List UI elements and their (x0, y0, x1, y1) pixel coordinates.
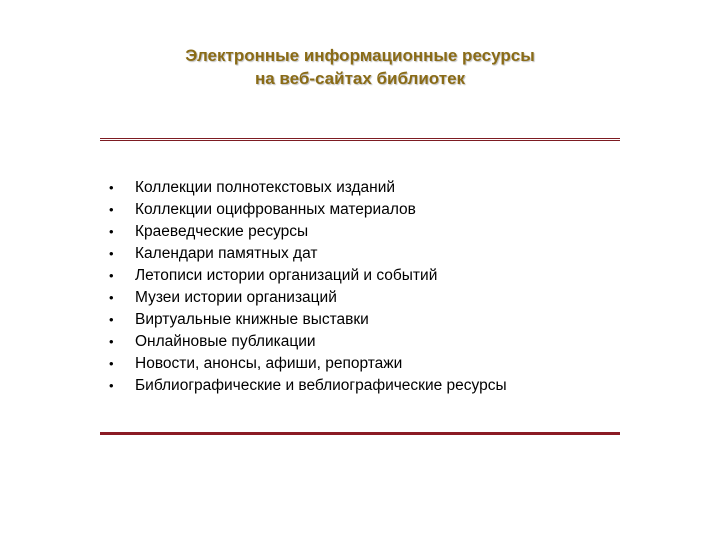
list-item (104, 375, 507, 397)
list-item-text: Виртуальные книжные выставки (135, 311, 369, 328)
list-item-text: Краеведческие ресурсы (135, 223, 309, 240)
bullet-icon: • (109, 378, 114, 393)
list-item (104, 243, 507, 265)
list-item-text: Коллекции полнотекстовых изданий (135, 179, 396, 196)
bottom-divider (100, 432, 620, 435)
bullet-icon: • (109, 356, 114, 371)
bullet-icon: • (109, 202, 114, 217)
list-item-text: Коллекции оцифрованных материалов (135, 201, 416, 218)
bullet-icon: • (109, 290, 114, 305)
list-item (104, 309, 507, 331)
list-item-text: Онлайновые публикации (135, 333, 316, 350)
list-item (104, 287, 507, 309)
resource-list (104, 177, 507, 397)
bullet-icon: • (109, 334, 114, 349)
list-item (104, 177, 507, 199)
list-item-text: Музеи истории организаций (135, 289, 337, 306)
title-line-2: на веб-сайтах библиотек (254, 69, 466, 88)
list-item-text: Календари памятных дат (135, 245, 318, 262)
bullet-icon: • (109, 268, 114, 283)
list-item (104, 331, 507, 353)
title-line-1: Электронные информационные ресурсы (185, 46, 535, 65)
bullet-icon: • (109, 312, 114, 327)
bullet-icon: • (109, 246, 114, 261)
bullet-icon: • (109, 224, 114, 239)
list-item (104, 265, 507, 287)
slide-title (100, 44, 620, 90)
top-divider (100, 138, 620, 141)
list-item (104, 199, 507, 221)
list-item-text: Новости, анонсы, афиши, репортажи (135, 355, 403, 372)
list-item (104, 353, 507, 375)
list-item-text: Летописи истории организаций и событий (135, 267, 438, 284)
list-item (104, 221, 507, 243)
list-item-text: Библиографические и веблиографические ресурсы (135, 377, 507, 394)
bullet-icon: • (109, 180, 114, 195)
